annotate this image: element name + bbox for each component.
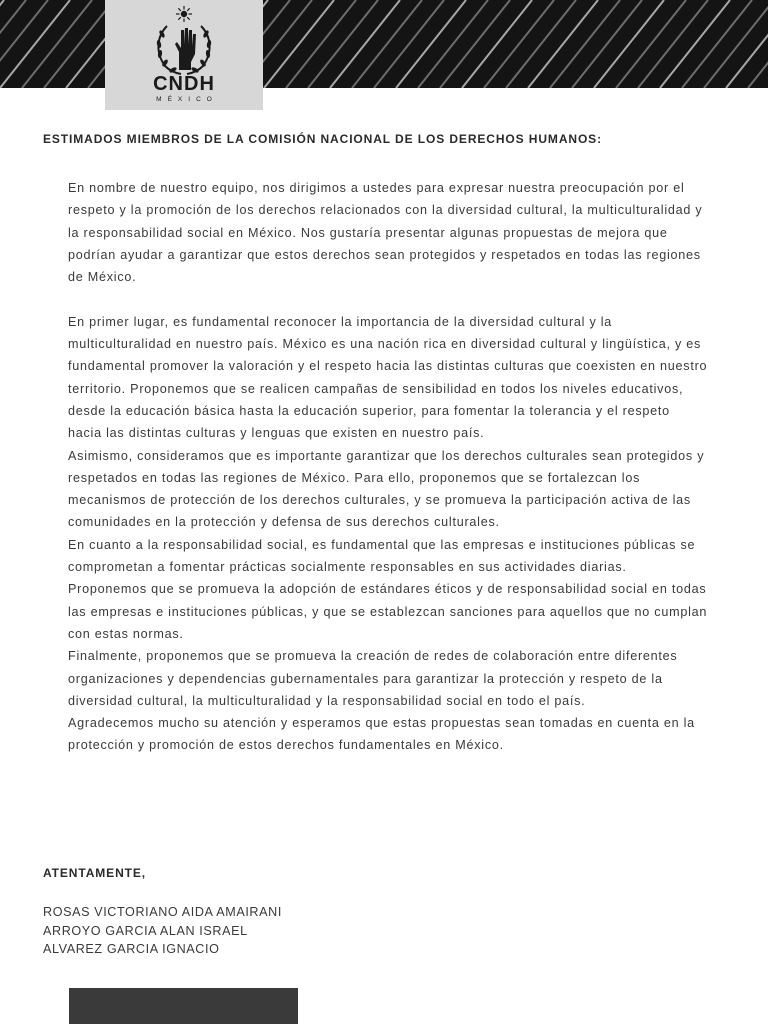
stripe-line — [0, 0, 4, 88]
stripe-line — [748, 0, 768, 88]
footer-dark-block — [69, 988, 298, 1024]
raised-hand-laurel-star-icon — [149, 4, 219, 78]
paragraph-thanks: Agradecemos mucho su atención y esperamos que estas propuestas sean tomadas en cuenta en la protección y promoción de estos derechos fundamentales en México. — [68, 716, 695, 753]
stripe-line — [462, 0, 532, 88]
letter-salutation: ESTIMADOS MIEMBROS DE LA COMISIÓN NACIONAL DE LOS DERECHOS HUMANOS: — [43, 132, 602, 146]
stripe-line — [660, 0, 730, 88]
stripe-line — [396, 0, 466, 88]
stripe-line — [484, 0, 554, 88]
letter-closing: ATENTAMENTE, — [43, 866, 147, 880]
stripe-line — [638, 0, 708, 88]
paragraph-intro: En nombre de nuestro equipo, nos dirigimos a ustedes para expresar nuestra preocupación por el respeto y la promoción de los derechos relacionados con la diversidad cultural, la multiculturalidad y la responsabilidad social en México. Nos gustaría presentar algunas propuestas de mejora que podrían ayudar a garantizar que estos derechos sean protegidos y respetados en todas las regiones de México. — [68, 181, 703, 285]
stripe-line — [0, 0, 48, 88]
signatory-name: ALVAREZ GARCIA IGNACIO — [43, 942, 220, 956]
cndh-logo — [105, 0, 263, 110]
logo-title: CNDH — [153, 73, 215, 95]
stripe-line — [22, 0, 92, 88]
stripe-line — [572, 0, 642, 88]
stripe-line — [0, 0, 70, 88]
paragraph-diversity: En primer lugar, es fundamental reconocer la importancia de la diversidad cultural y la multiculturalidad en nuestro país. México es una nación rica en diversidad cultural y lingüística, y es fundamental promover la valoración y el respeto hacia las distintas culturas que coexisten en nuestro territorio. Proponemos que se realicen campañas de sensibilidad en todos los niveles educativos, desde la educación básica hasta la educación superior, para fomentar la tolerancia y el respeto hacia las distintas culturas y lenguas que existen en nuestro país. — [68, 314, 708, 441]
logo-subtitle: MÉXICO — [156, 96, 218, 103]
signatory-name: ARROYO GARCIA ALAN ISRAEL — [43, 923, 248, 938]
paragraph-social-responsibility: En cuanto a la responsabilidad social, es fundamental que las empresas e instituciones públicas se comprometan a fomentar prácticas socialmente responsables en sus actividades diarias. Proponemos que se promueva la adopción de estándares éticos y de responsabilidad social en todas las empresas e instituciones públicas, y que se establezcan sanciones para aquellos que no cumplan con estas normas. — [68, 537, 708, 641]
stripe-line — [682, 0, 752, 88]
stripe-line — [440, 0, 510, 88]
stripe-line — [264, 0, 334, 88]
stripe-line — [352, 0, 422, 88]
stripe-line — [44, 0, 114, 88]
signatories-list — [43, 903, 282, 959]
stripe-line — [528, 0, 598, 88]
stripe-line — [286, 0, 356, 88]
stripe-line — [506, 0, 576, 88]
stripe-line — [616, 0, 686, 88]
stripe-line — [550, 0, 620, 88]
stripe-line — [308, 0, 378, 88]
stripe-line — [594, 0, 664, 88]
stripe-line — [418, 0, 488, 88]
letter-body — [68, 177, 708, 757]
paragraph-collaboration: Finalmente, proponemos que se promueva la creación de redes de colaboración entre diferentes organizaciones y dependencias gubernamentales para garantizar la protección y respeto de la diversidad cultural, la multiculturalidad y la responsabilidad social en todo el país. — [68, 649, 678, 708]
stripe-line — [726, 0, 768, 88]
stripe-line — [330, 0, 400, 88]
stripe-line — [374, 0, 444, 88]
paragraph-cultural-rights: Asimismo, consideramos que es importante garantizar que los derechos culturales sean protegidos y respetados en todas las regiones de México. Para ello, proponemos que se fortalezcan los mecanismos de protección de los derechos culturales, y se promueva la participación activa de las comunidades en la protección y defensa de sus derechos culturales. — [68, 448, 705, 530]
signatory-name: ROSAS VICTORIANO AIDA AMAIRANI — [43, 905, 282, 919]
